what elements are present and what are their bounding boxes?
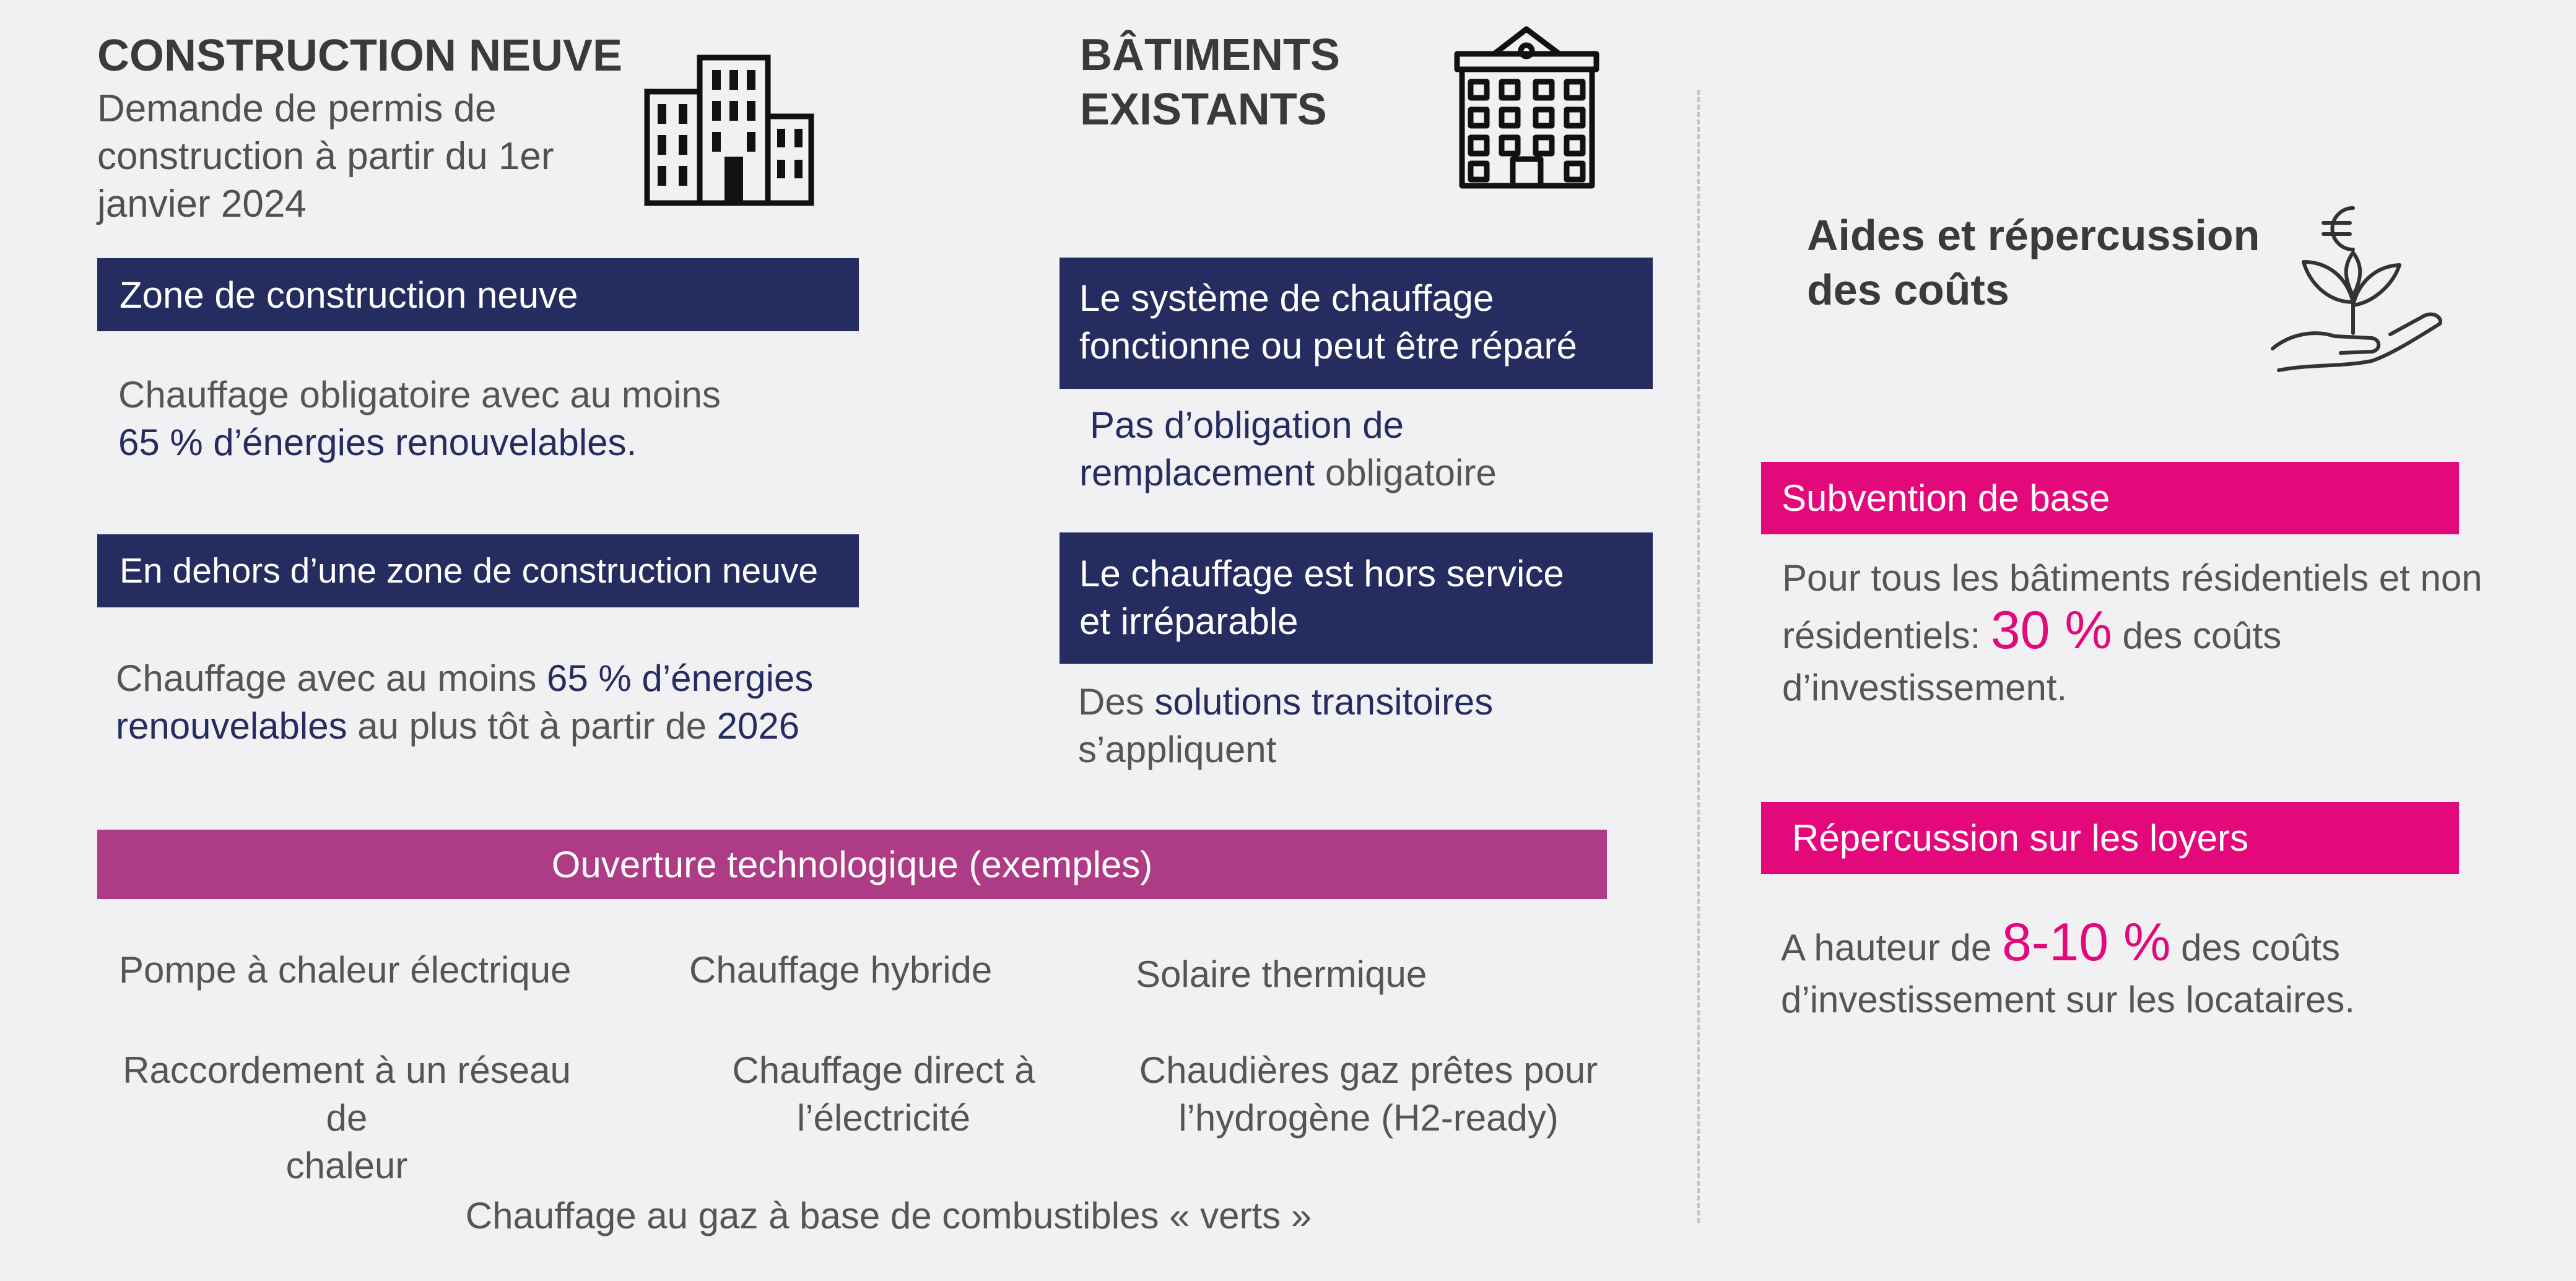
column-divider: [1697, 90, 1700, 1223]
title-line: EXISTANTS: [1080, 85, 1327, 134]
highlight-text: 2026: [716, 705, 800, 747]
basic-subsidy-bar: [1761, 462, 2459, 534]
text-line: Pour tous les bâtiments résidentiels et non: [1782, 557, 2482, 599]
tech-hybrid: Chauffage hybride: [689, 949, 993, 991]
highlight-text: remplacement: [1079, 452, 1315, 493]
title-line: des coûts: [1807, 266, 2009, 314]
highlight-text: renouvelables: [116, 705, 347, 747]
text-line: Raccordement à un réseau de: [123, 1049, 571, 1139]
euro-plant-hand-icon: [2266, 197, 2446, 373]
existing-buildings-title: [1080, 28, 1340, 137]
text-line: Chaudières gaz prêtes pour: [1139, 1049, 1598, 1091]
tech-heat-pump: Pompe à chaleur électrique: [119, 949, 572, 991]
outside-zone-text: [116, 654, 813, 750]
zone-construction-text: [118, 371, 721, 466]
subtitle-line: janvier 2024: [97, 183, 307, 225]
bar-label: En dehors d’une zone de construction neuve: [120, 550, 819, 591]
highlight-percent: 30 %: [1990, 601, 2112, 660]
zone-construction-bar: [97, 258, 859, 331]
rent-passthrough-bar: [1761, 802, 2459, 874]
rent-passthrough-text: [1781, 913, 2356, 1026]
bar-label: Répercussion sur les loyers: [1792, 817, 2248, 859]
text-part: obligatoire: [1315, 452, 1497, 493]
highlight-percent: 8-10 %: [2001, 913, 2171, 972]
text-line: l’électricité: [796, 1097, 971, 1139]
heating-works-text: [1079, 401, 1497, 497]
highlight-text: solutions transitoires: [1154, 681, 1494, 723]
tech-direct-electric: [698, 1046, 1069, 1142]
new-construction-subtitle: [97, 85, 554, 228]
heating-broken-text: [1078, 678, 1493, 773]
bar-label: Zone de construction neuve: [120, 274, 578, 316]
bar-label: Le chauffage est hors service: [1079, 553, 1564, 594]
historic-building-icon: [1451, 26, 1603, 188]
title-line: Aides et répercussion: [1807, 211, 2260, 259]
text-part: Des: [1078, 681, 1155, 723]
bar-label: Le système de chauffage: [1079, 277, 1494, 319]
highlight-text: Pas d’obligation de: [1090, 404, 1404, 446]
heating-broken-bar: [1060, 532, 1653, 664]
text-line: s’appliquent: [1078, 729, 1277, 770]
bar-label: Subvention de base: [1782, 477, 2110, 519]
text-line: Chauffage direct à: [732, 1049, 1035, 1091]
text-line: Chauffage obligatoire avec au moins: [118, 374, 721, 415]
tech-solar-thermal: Solaire thermique: [1136, 953, 1427, 995]
tech-green-gas: Chauffage au gaz à base de combustibles « verts »: [465, 1195, 1312, 1236]
text-part: au plus tôt à partir de: [347, 705, 717, 747]
new-construction-title: CONSTRUCTION NEUVE: [97, 31, 623, 80]
tech-h2-ready: [1121, 1046, 1616, 1142]
technology-openness-bar: [97, 830, 1607, 899]
basic-subsidy-text: [1782, 552, 2482, 714]
text-part: des coûts: [2170, 927, 2340, 968]
highlight-text: 65 % d’énergies renouvelables.: [118, 422, 637, 463]
text-line: l’hydrogène (H2-ready): [1178, 1097, 1559, 1139]
office-buildings-icon: [644, 54, 814, 206]
bar-label: fonctionne ou peut être réparé: [1079, 325, 1577, 367]
text-part: résidentiels:: [1782, 615, 1991, 656]
subtitle-line: Demande de permis de: [97, 87, 497, 130]
text-part: Chauffage avec au moins: [116, 658, 547, 699]
aid-title: [1807, 208, 2260, 317]
text-line: d’investissement sur les locataires.: [1781, 979, 2356, 1020]
text-part: A hauteur de: [1781, 927, 2002, 968]
text-part: des coûts: [2112, 615, 2282, 656]
title-line: BÂTIMENTS: [1080, 30, 1340, 80]
highlight-text: 65 % d’énergies: [547, 658, 814, 699]
tech-heat-network: [99, 1046, 594, 1189]
subtitle-line: construction à partir du 1er: [97, 135, 554, 178]
bar-label: Ouverture technologique (exemples): [551, 843, 1153, 885]
text-line: chaleur: [285, 1145, 408, 1186]
heating-works-bar: [1060, 258, 1653, 389]
bar-label: et irréparable: [1079, 601, 1299, 642]
text-line: d’investissement.: [1782, 667, 2068, 708]
outside-zone-bar: [97, 534, 859, 607]
